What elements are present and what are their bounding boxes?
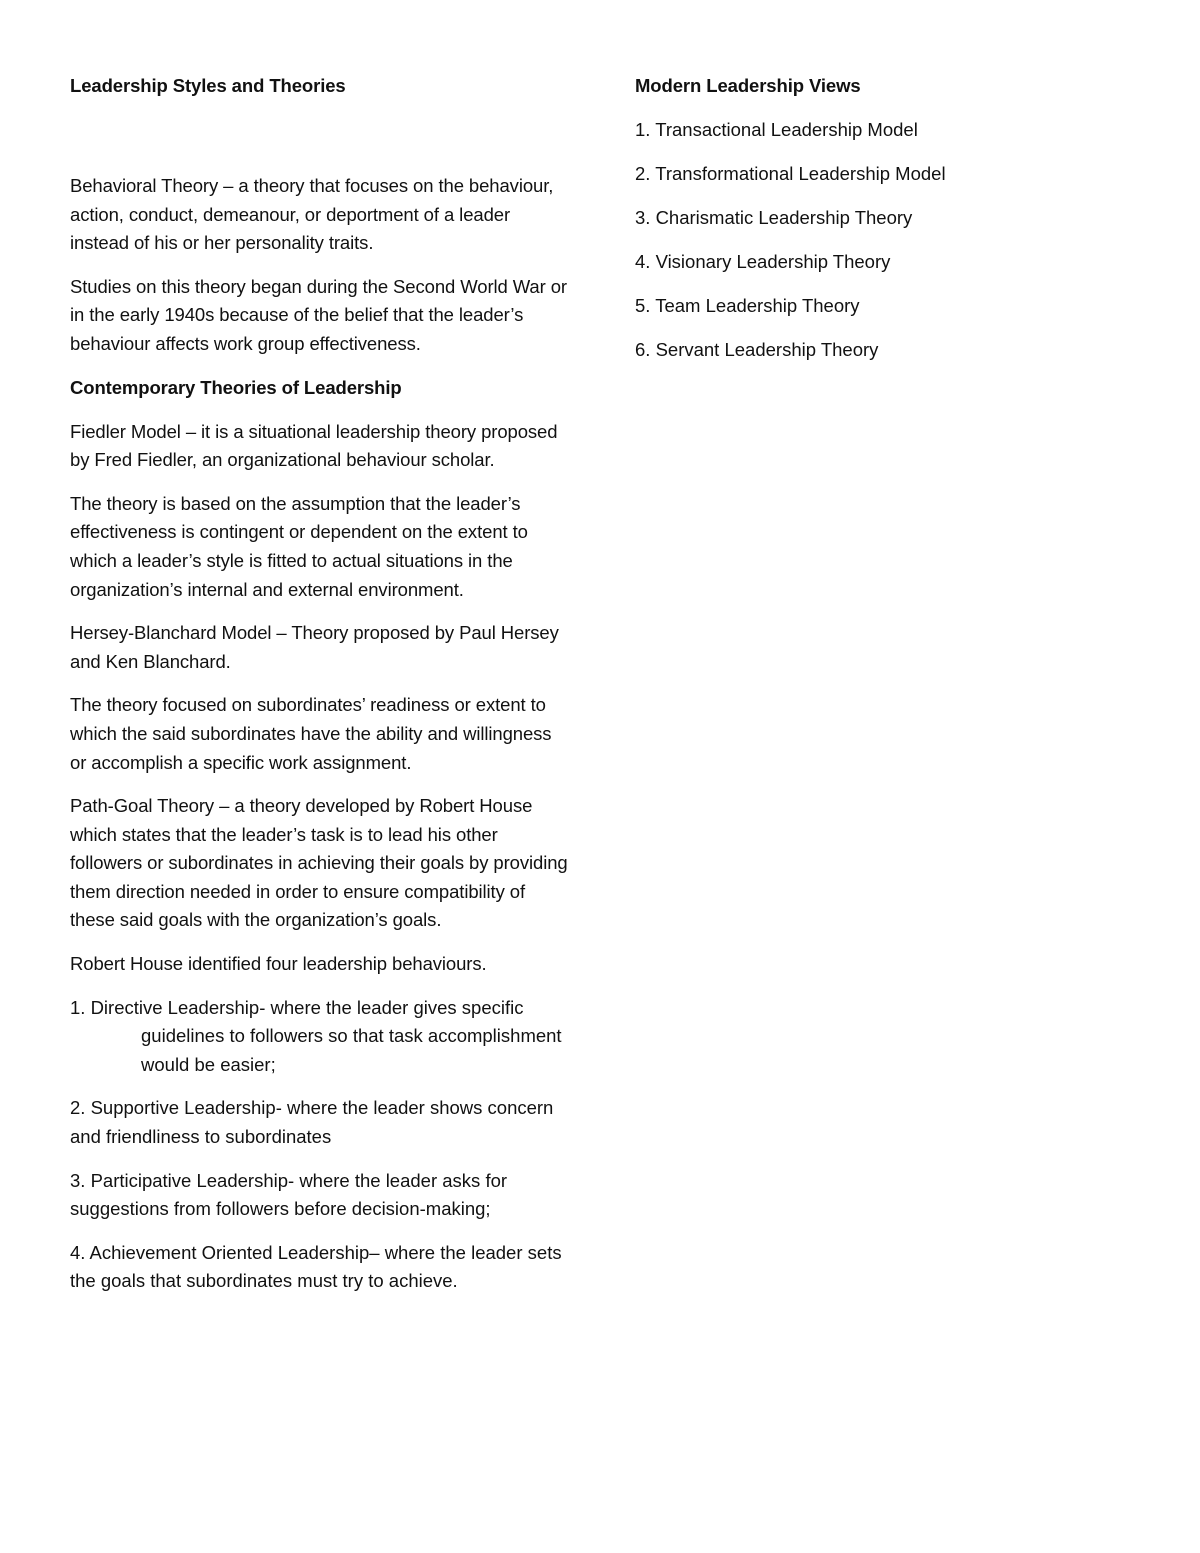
- title-spacer: [70, 100, 570, 172]
- behavioral-theory-paragraph: Behavioral Theory – a theory that focuses on the behaviour, action, conduct, demeanour, or deportment of a leader instead of his or her personality traits.: [70, 175, 554, 254]
- modern-views-heading: Modern Leadership Views: [635, 75, 861, 96]
- modern-view-item: 2. Transformational Leadership Model: [635, 163, 946, 185]
- modern-view-item: 6. Servant Leadership Theory: [635, 339, 879, 361]
- behaviour-item-achievement: 4. Achievement Oriented Leadership– where the leader sets the goals that subordinates must try to achieve.: [70, 1241, 562, 1292]
- behaviour-item-supportive: 2. Supportive Leadership- where the leader shows concern and friendliness to subordinates: [70, 1097, 554, 1148]
- behavioral-studies-paragraph: Studies on this theory began during the Second World War or in the early 1940s because of the belief that the leader’s behaviour affects work group effectiveness.: [70, 275, 567, 354]
- hersey-readiness-paragraph: The theory focused on subordinates’ readiness or extent to which the said subordinates have the ability and willingness or accomplish a specific work assignment.: [70, 694, 552, 773]
- fiedler-assumption-paragraph: The theory is based on the assumption that the leader’s effectiveness is contingent or dependent on the extent to which a leader’s style is fitted to actual situations in the organization’s internal and external environment.: [70, 492, 528, 600]
- modern-view-item: 3. Charismatic Leadership Theory: [635, 207, 913, 229]
- contemporary-theories-heading: Contemporary Theories of Leadership: [70, 376, 402, 398]
- right-column: [635, 72, 1155, 381]
- left-column: [70, 72, 570, 1311]
- path-goal-paragraph: Path-Goal Theory – a theory developed by Robert House which states that the leader’s task is to lead his other followers or subordinates in achieving their goals by providing them direction needed in order to ensure compatibility of these said goals with the organization’s goals.: [70, 795, 568, 931]
- document-title: Leadership Styles and Theories: [70, 75, 346, 96]
- modern-view-item: 5. Team Leadership Theory: [635, 295, 860, 317]
- robert-house-paragraph: Robert House identified four leadership behaviours.: [70, 953, 487, 975]
- modern-views-list: [635, 116, 1155, 365]
- hersey-blanchard-paragraph: Hersey-Blanchard Model – Theory proposed by Paul Hersey and Ken Blanchard.: [70, 622, 559, 672]
- behaviour-item-directive: 1. Directive Leadership- where the leader gives specific guidelines to followers so that task accomplishment would be easier;: [70, 996, 562, 1075]
- modern-view-item: 1. Transactional Leadership Model: [635, 119, 918, 140]
- modern-view-item: 4. Visionary Leadership Theory: [635, 251, 891, 273]
- fiedler-model-paragraph: Fiedler Model – it is a situational leadership theory proposed by Fred Fiedler, an organizational behaviour scholar.: [70, 420, 558, 471]
- behaviour-item-participative: 3. Participative Leadership- where the leader asks for suggestions from followers before decision-making;: [70, 1169, 508, 1220]
